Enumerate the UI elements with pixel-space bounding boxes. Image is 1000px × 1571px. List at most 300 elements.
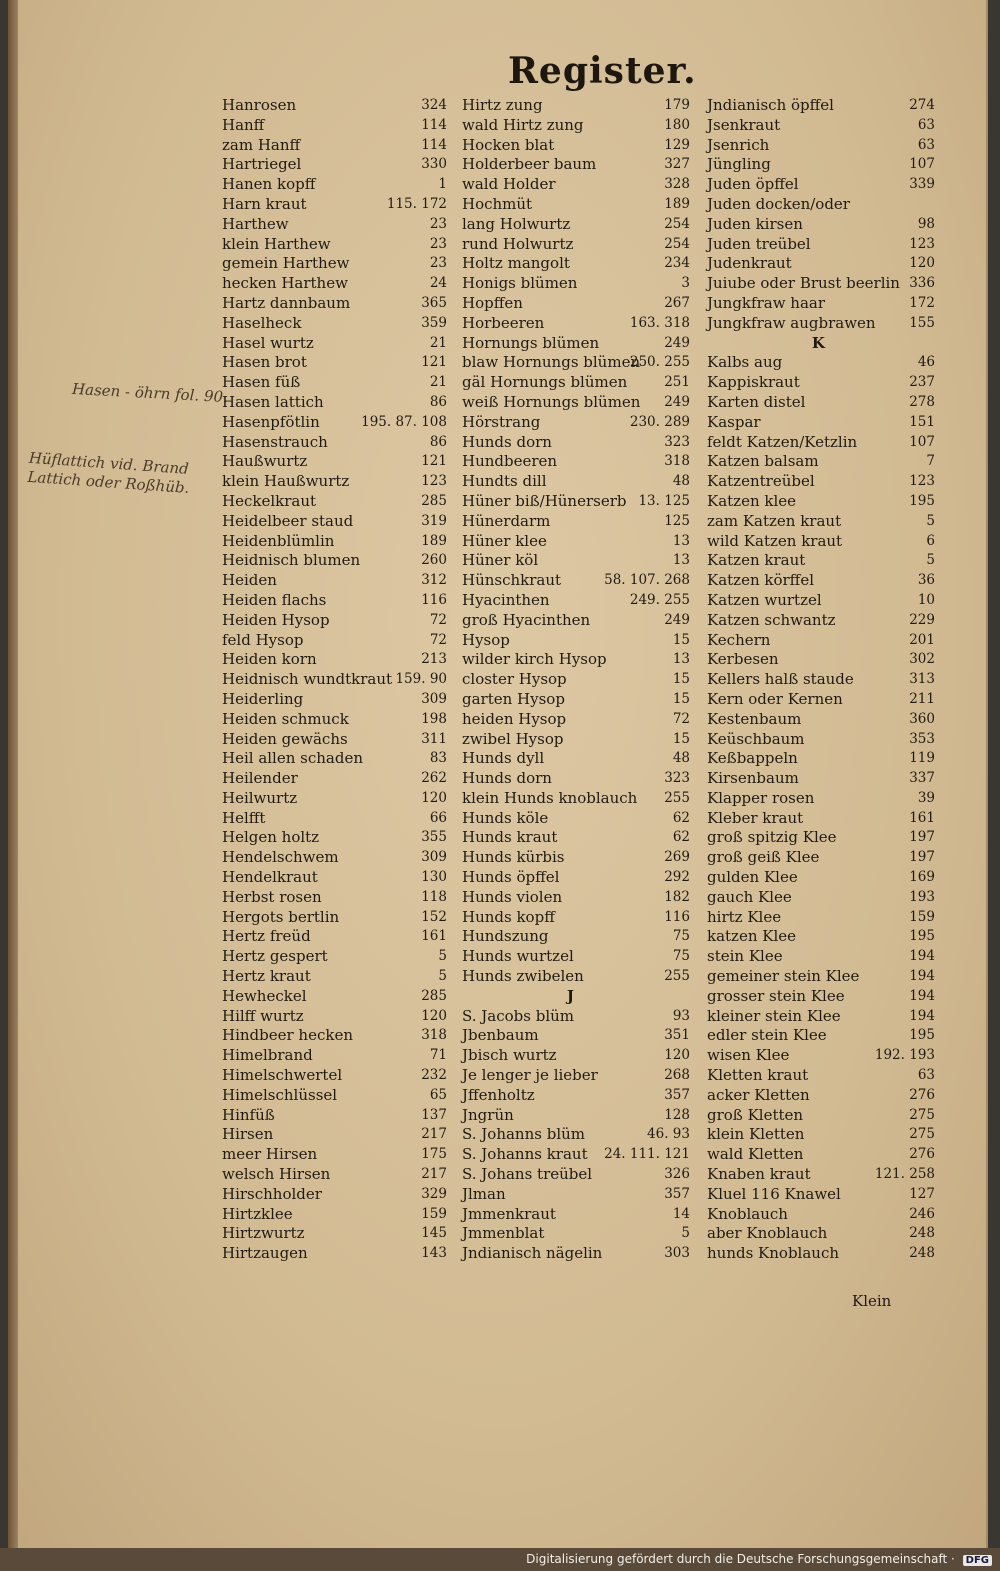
entry-page: 355 [421,829,447,846]
entry-name: Hornungs blümen [462,333,600,352]
entry-page: 21 [429,334,447,351]
entry-page: 213 [421,651,447,668]
register-column-1 [222,96,447,1264]
entry-name: Heiden gewächs [222,729,348,748]
register-entry [222,492,447,512]
entry-page: 1 [438,176,447,193]
entry-name: klein Harthew [222,234,331,253]
entry-name: wald Kletten [707,1145,804,1164]
entry-page: 182 [664,888,690,905]
register-entry [707,393,935,413]
entry-page: 319 [421,512,447,529]
entry-name: feld Hysop [222,630,304,649]
entry-page: 118 [421,888,447,905]
entry-name: Hüner biß/Hünerserb [462,491,627,510]
register-entry [462,116,690,136]
entry-page: 197 [909,849,935,866]
entry-name: Heidenblümlin [222,531,335,550]
register-entry [707,1046,935,1066]
entry-page: 311 [421,730,447,747]
register-entry [707,1224,935,1244]
register-entry [707,353,935,373]
entry-name: Hunds wurtzel [462,947,574,966]
entry-name: Herbst rosen [222,887,322,906]
register-entry [222,868,447,888]
entry-name: Kern oder Kernen [707,689,843,708]
entry-page: 13 [672,651,690,668]
entry-page: 249 [664,611,690,628]
entry-page: 329 [421,1185,447,1202]
entry-name: gemeiner stein Klee [707,967,860,986]
register-entry [707,749,935,769]
entry-name: Katzen schwantz [707,610,836,629]
entry-name: Hörstrang [462,412,541,431]
entry-page: 15 [672,690,690,707]
register-entry [707,1026,935,1046]
entry-name: Hewheckel [222,986,307,1005]
register-entry [707,927,935,947]
entry-page: 318 [421,1027,447,1044]
entry-name: Hundszung [462,927,549,946]
entry-page: 107 [909,156,935,173]
entry-name: grosser stein Klee [707,986,845,1005]
entry-name: groß Hyacinthen [462,610,591,629]
register-entry [462,136,690,156]
entry-page: 163. 318 [629,314,690,331]
page-title: Register. [508,50,697,92]
register-entry [222,947,447,967]
entry-page: 13. 125 [638,492,690,509]
entry-page: 159 [421,1205,447,1222]
entry-page: 211 [909,690,935,707]
entry-name: Hünerdarm [462,511,551,530]
register-entry [222,769,447,789]
entry-name: hunds Knoblauch [707,1244,840,1263]
entry-page: 309 [421,849,447,866]
register-entry [707,690,935,710]
entry-page: 120 [664,1047,690,1064]
entry-page: 328 [664,176,690,193]
entry-name: feldt Katzen/Ketzlin [707,432,858,451]
register-entry [462,353,690,373]
register-entry [462,155,690,175]
entry-name: Hasenpfötlin [222,412,320,431]
register-entry [707,1205,935,1225]
register-entry [707,1086,935,1106]
register-entry [462,1224,690,1244]
register-entry [462,611,690,631]
entry-page: 179 [664,97,690,113]
entry-page: 5 [926,552,935,569]
entry-name: Hertz kraut [222,967,311,986]
entry-name: Hartriegel [222,155,302,174]
register-entry [462,274,690,294]
register-entry [222,730,447,750]
entry-name: Heiderling [222,689,304,708]
entry-name: hirtz Klee [707,907,782,926]
entry-name: weiß Hornungs blümen [462,392,641,411]
entry-page: 93 [672,1007,690,1024]
entry-name: Kirsenbaum [707,769,799,788]
entry-name: Hocken blat [462,135,555,154]
entry-page: 46 [917,354,935,371]
entry-page: 23 [429,235,447,252]
entry-page: 128 [664,1106,690,1123]
entry-page: 120 [909,255,935,272]
entry-page: 123 [421,473,447,490]
dfg-logo: DFG [963,1555,992,1566]
entry-page: 269 [664,849,690,866]
entry-name: wald Holder [462,175,556,194]
register-entry [222,789,447,809]
register-entry [222,155,447,175]
entry-name: Kleber kraut [707,808,804,827]
register-entry [707,551,935,571]
entry-page: 193 [909,888,935,905]
entry-name: Hunds öpffel [462,868,560,887]
entry-name: Jffenholtz [462,1085,535,1104]
entry-name: Juden docken/oder [707,194,850,213]
register-entry [222,334,447,354]
entry-name: Himelschlüssel [222,1085,338,1104]
entry-name: Karten distel [707,392,806,411]
entry-name: Jungkfraw augbrawen [707,313,876,332]
register-entry [462,334,690,354]
entry-page: 249 [664,334,690,351]
entry-page: 72 [429,631,447,648]
register-entry [707,710,935,730]
entry-page: 180 [664,116,690,133]
entry-page: 278 [909,393,935,410]
register-entry [707,730,935,750]
entry-page: 6 [926,532,935,549]
register-entry [707,947,935,967]
entry-name: Knaben kraut [707,1165,811,1184]
entry-page: 274 [909,97,935,113]
entry-page: 23 [429,255,447,272]
register-entry [222,631,447,651]
register-entry [222,1145,447,1165]
entry-name: Hunds zwibelen [462,967,584,986]
entry-name: acker Kletten [707,1085,810,1104]
entry-page: 13 [672,532,690,549]
entry-page: 217 [421,1126,447,1143]
register-entry [707,155,935,175]
entry-page: 116 [421,591,447,608]
entry-name: Hartz dannbaum [222,293,351,312]
register-entry [222,1165,447,1185]
entry-page: 309 [421,690,447,707]
footer-text: Digitalisierung gefördert durch die Deutsche Forschungsgemeinschaft [526,1552,948,1566]
entry-name: Honigs blümen [462,274,578,293]
entry-name: Jungkfraw haar [707,293,826,312]
entry-page: 262 [421,770,447,787]
entry-page: 189 [421,532,447,549]
entry-name: aber Knoblauch [707,1224,828,1243]
register-entry [707,1165,935,1185]
register-entry [222,690,447,710]
register-entry [222,1185,447,1205]
entry-name: Hunds dorn [462,432,552,451]
register-entry [222,314,447,334]
entry-page: 86 [429,433,447,450]
entry-name: Kellers halß staude [707,670,854,689]
entry-page: 237 [909,374,935,391]
entry-page: 24 [429,275,447,292]
entry-name: Helgen holtz [222,828,320,847]
entry-page: 194 [909,1007,935,1024]
entry-name: Kerbesen [707,650,779,669]
entry-name: Katzen körffel [707,571,815,590]
entry-name: Jmmenkraut [462,1204,556,1223]
entry-page: 217 [421,1166,447,1183]
entry-page: 24. 111. 121 [604,1146,690,1163]
register-entry [462,1046,690,1066]
entry-name: Hendelschwem [222,848,339,867]
entry-name: gauch Klee [707,887,792,906]
entry-page: 251 [664,374,690,391]
entry-page: 83 [429,750,447,767]
register-entry [707,1066,935,1086]
entry-page: 71 [429,1047,447,1064]
register-entry [222,274,447,294]
entry-name: Holtz mangolt [462,254,570,273]
entry-name: Hinfüß [222,1105,275,1124]
register-entry [707,571,935,591]
entry-name: hecken Harthew [222,274,348,293]
register-entry [462,532,690,552]
entry-page: 194 [909,948,935,965]
entry-page: 336 [909,275,935,292]
entry-name: Harthew [222,214,289,233]
register-entry [462,1244,690,1264]
entry-page: 195. 87. 108 [361,413,447,430]
entry-page: 194 [909,987,935,1004]
entry-page: 63 [917,116,935,133]
entry-name: Klapper rosen [707,788,815,807]
entry-name: Hüner klee [462,531,547,550]
register-entry [222,611,447,631]
register-entry [222,809,447,829]
entry-name: Hochmüt [462,194,533,213]
entry-name: Knoblauch [707,1204,788,1223]
register-entry [462,908,690,928]
register-entry [707,967,935,987]
entry-page: 143 [421,1245,447,1262]
entry-page: 195 [909,928,935,945]
entry-page: 330 [421,156,447,173]
entry-page: 285 [421,492,447,509]
register-entry [222,888,447,908]
entry-page: 192. 193 [874,1047,935,1064]
entry-page: 63 [917,136,935,153]
entry-page: 267 [664,294,690,311]
register-entry [222,175,447,195]
entry-page: 302 [909,651,935,668]
entry-name: Kletten kraut [707,1066,809,1085]
entry-name: lang Holwurtz [462,214,571,233]
entry-page: 229 [909,611,935,628]
entry-page: 353 [909,730,935,747]
register-entry [462,1185,690,1205]
register-entry [707,670,935,690]
entry-page: 230. 289 [629,413,690,430]
register-entry [462,314,690,334]
register-entry [707,472,935,492]
entry-name: Hunds kopff [462,907,555,926]
register-entry [222,987,447,1007]
register-entry [222,1086,447,1106]
register-entry [222,116,447,136]
register-entry [462,1205,690,1225]
section-letter [462,987,690,1007]
entry-name: Hasen füß [222,373,301,392]
entry-name: Jsenrich [707,135,770,154]
register-entry [462,571,690,591]
entry-name: Hünschkraut [462,571,562,590]
entry-name: katzen Klee [707,927,797,946]
register-entry [222,532,447,552]
register-entry [462,650,690,670]
digitization-footer: Digitalisierung gefördert durch die Deutsche Forschungsgemeinschaft · DFG [526,1552,992,1566]
entry-name: Hanrosen [222,96,297,114]
entry-page: 357 [664,1086,690,1103]
register-entry [462,373,690,393]
entry-name: Hundbeeren [462,452,558,471]
entry-name: Hunds kürbis [462,848,565,867]
entry-name: Hertz freüd [222,927,311,946]
register-entry [707,532,935,552]
register-entry [462,393,690,413]
register-entry [462,492,690,512]
entry-page: 195 [909,1027,935,1044]
entry-name: Hasel wurtz [222,333,314,352]
entry-name: Katzen balsam [707,452,819,471]
entry-page: 58. 107. 268 [604,572,690,589]
register-entry [462,96,690,116]
register-entry [707,195,935,215]
register-entry [707,413,935,433]
register-entry [462,1165,690,1185]
register-entry [222,96,447,116]
entry-name: stein Klee [707,947,783,966]
register-entry [222,1125,447,1145]
entry-name: Jmmenblat [462,1224,545,1243]
entry-name: Hundts dill [462,472,547,491]
entry-name: Kappiskraut [707,373,800,392]
entry-name: Kluel 116 Knawel [707,1184,841,1203]
entry-page: 318 [664,453,690,470]
entry-page: 121 [421,354,447,371]
entry-page: 254 [664,215,690,232]
entry-page: 155 [909,314,935,331]
register-column-3 [707,96,935,1264]
register-entry [707,650,935,670]
register-entry [707,274,935,294]
entry-page: 159 [909,908,935,925]
entry-page: 127 [909,1185,935,1202]
register-entry [462,452,690,472]
register-entry [222,195,447,215]
register-entry [222,908,447,928]
entry-page: 275 [909,1126,935,1143]
entry-name: Hendelkraut [222,868,318,887]
register-entry [707,789,935,809]
entry-name: S. Johanns blüm [462,1125,585,1144]
entry-name: Heiden [222,571,277,590]
entry-page: 285 [421,987,447,1004]
register-entry [462,848,690,868]
entry-name: heiden Hysop [462,709,567,728]
entry-name: Hunds köle [462,808,549,827]
register-entry [222,1046,447,1066]
register-entry [222,927,447,947]
entry-name: Helfft [222,808,266,827]
entry-name: S. Johans treübel [462,1165,593,1184]
register-entry [707,868,935,888]
entry-page: 255 [664,789,690,806]
register-entry [222,472,447,492]
entry-page: 62 [672,809,690,826]
entry-name: Heiden schmuck [222,709,349,728]
entry-name: J [566,986,574,1005]
register-entry [222,670,447,690]
register-entry [707,294,935,314]
section-letter [707,334,935,354]
entry-name: Heckelkraut [222,491,317,510]
register-entry [462,1106,690,1126]
register-entry [222,413,447,433]
page-edge [8,0,18,1548]
entry-name: Haußwurtz [222,452,308,471]
margin-note-1: Hasen - öhrn fol. 90. [71,379,229,407]
entry-page: 339 [909,176,935,193]
entry-name: Kechern [707,630,771,649]
entry-name: Hunds kraut [462,828,558,847]
register-entry [462,1007,690,1027]
entry-page: 255 [664,968,690,985]
entry-page: 48 [672,750,690,767]
entry-page: 121. 258 [874,1166,935,1183]
entry-name: Hasenstrauch [222,432,328,451]
entry-page: 198 [421,710,447,727]
entry-name: wald Hirtz zung [462,115,584,134]
register-entry [462,749,690,769]
register-entry [707,1185,935,1205]
entry-name: edler stein Klee [707,1026,827,1045]
register-entry [707,116,935,136]
entry-name: Katzen klee [707,491,797,510]
entry-page: 351 [664,1027,690,1044]
entry-name: Hanen kopff [222,175,316,194]
entry-page: 14 [672,1205,690,1222]
entry-page: 312 [421,572,447,589]
entry-page: 98 [917,215,935,232]
register-entry [462,512,690,532]
register-entry [222,828,447,848]
register-entry [707,591,935,611]
entry-name: Heidelbeer staud [222,511,354,530]
entry-name: Kalbs aug [707,353,783,372]
entry-name: klein Hunds knoblauch [462,788,638,807]
register-entry [462,868,690,888]
entry-page: 121 [421,453,447,470]
register-entry [222,136,447,156]
entry-name: Haselheck [222,313,302,332]
entry-page: 161 [421,928,447,945]
register-entry [222,848,447,868]
entry-page: 130 [421,869,447,886]
